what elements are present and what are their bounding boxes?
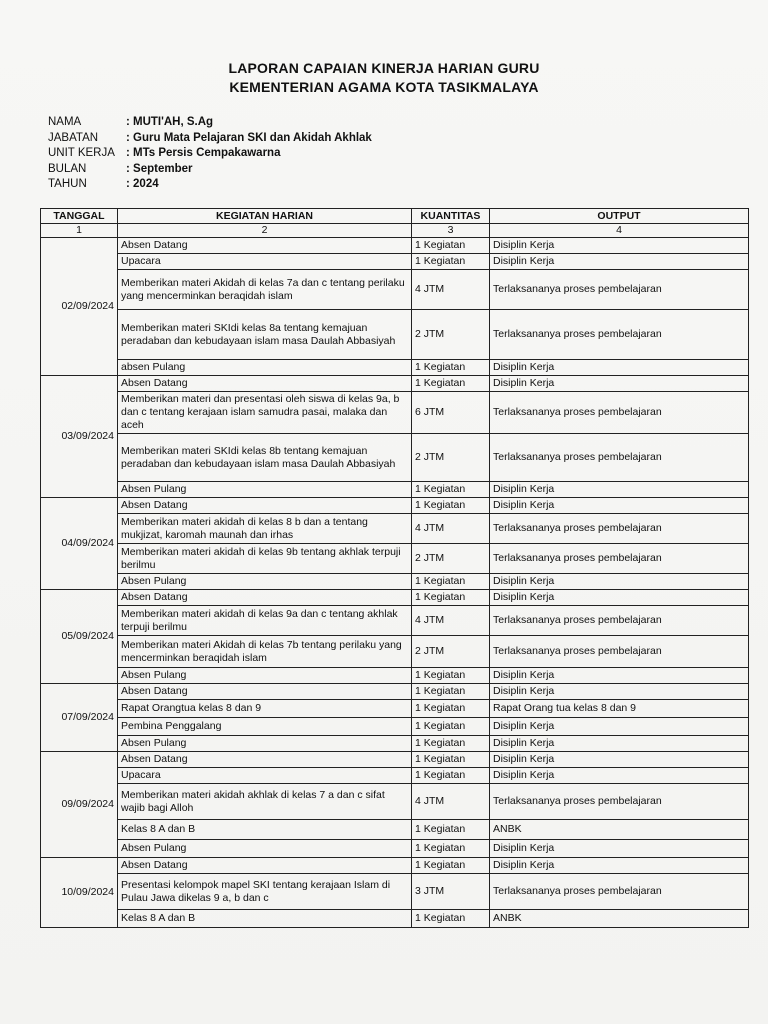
quantity-cell: 4 JTM (412, 514, 490, 544)
table-row (41, 752, 749, 768)
output-cell: Disiplin Kerja (490, 482, 749, 498)
activity-table (40, 208, 749, 928)
output-cell: ANBK (490, 910, 749, 928)
activity-cell: Memberikan materi Akidah di kelas 7b tentang perilaku yang mencerminkan beraqidah islam (118, 636, 412, 668)
activity-cell: Kelas 8 A dan B (118, 820, 412, 840)
activity-cell: Absen Datang (118, 498, 412, 514)
quantity-cell: 1 Kegiatan (412, 238, 490, 254)
activity-cell: Upacara (118, 768, 412, 784)
info-row-nama (48, 115, 372, 131)
date-cell: 10/09/2024 (41, 858, 118, 928)
output-cell: Terlaksananya proses pembelajaran (490, 270, 749, 310)
output-cell: Terlaksananya proses pembelajaran (490, 874, 749, 910)
info-label: BULAN (48, 162, 87, 175)
quantity-cell: 3 JTM (412, 874, 490, 910)
table-row (41, 498, 749, 514)
table-row (41, 910, 749, 928)
table-row (41, 700, 749, 718)
output-cell: Terlaksananya proses pembelajaran (490, 636, 749, 668)
date-cell: 04/09/2024 (41, 498, 118, 590)
info-value: : 2024 (126, 178, 159, 190)
date-cell: 03/09/2024 (41, 376, 118, 498)
activity-cell: Absen Pulang (118, 736, 412, 752)
activity-cell: Absen Pulang (118, 482, 412, 498)
table-row (41, 668, 749, 684)
output-cell: ANBK (490, 820, 749, 840)
quantity-cell: 4 JTM (412, 784, 490, 820)
table-row (41, 514, 749, 544)
table-row (41, 784, 749, 820)
info-label: JABATAN (48, 131, 99, 144)
header-kuantitas: KUANTITAS (412, 209, 490, 224)
output-cell: Disiplin Kerja (490, 684, 749, 700)
info-row-tahun (48, 177, 372, 193)
column-number-row (41, 224, 749, 238)
quantity-cell: 1 Kegiatan (412, 858, 490, 874)
table-row (41, 238, 749, 254)
activity-cell: Absen Datang (118, 684, 412, 700)
table-row (41, 482, 749, 498)
activity-cell: Absen Pulang (118, 668, 412, 684)
quantity-cell: 1 Kegiatan (412, 668, 490, 684)
activity-cell: Upacara (118, 254, 412, 270)
quantity-cell: 1 Kegiatan (412, 360, 490, 376)
activity-cell: absen Pulang (118, 360, 412, 376)
info-value: : MTs Persis Cempakawarna (126, 147, 281, 159)
activity-cell: Memberikan materi SKIdi kelas 8b tentang kemajuan peradaban dan kebudayaan islam masa Daulah Abbasiyah (118, 434, 412, 482)
quantity-cell: 1 Kegiatan (412, 590, 490, 606)
activity-cell: Memberikan materi SKIdi kelas 8a tentang kemajuan peradaban dan kebudayaan islam masa Daulah Abbasiyah (118, 310, 412, 360)
table-row (41, 254, 749, 270)
column-number: 4 (490, 224, 749, 238)
info-value: : Guru Mata Pelajaran SKI dan Akidah Akhlak (126, 131, 372, 144)
quantity-cell: 1 Kegiatan (412, 736, 490, 752)
output-cell: Terlaksananya proses pembelajaran (490, 514, 749, 544)
table-row (41, 392, 749, 434)
table-row (41, 718, 749, 736)
teacher-info (48, 115, 372, 193)
column-number: 3 (412, 224, 490, 238)
activity-cell: Pembina Penggalang (118, 718, 412, 736)
quantity-cell: 1 Kegiatan (412, 768, 490, 784)
info-label: UNIT KERJA (48, 147, 115, 159)
table-row (41, 574, 749, 590)
column-number: 1 (41, 224, 118, 238)
header-tanggal: TANGGAL (41, 209, 118, 224)
date-cell: 02/09/2024 (41, 238, 118, 376)
activity-cell: Memberikan materi Akidah di kelas 7a dan c tentang perilaku yang mencerminkan beraqidah islam (118, 270, 412, 310)
output-cell: Disiplin Kerja (490, 668, 749, 684)
activity-cell: Memberikan materi akidah di kelas 9b tentang akhlak terpuji berilmu (118, 544, 412, 574)
table-row (41, 684, 749, 700)
table-row (41, 606, 749, 636)
info-row-unit-kerja (48, 146, 372, 162)
info-label: NAMA (48, 116, 82, 128)
quantity-cell: 1 Kegiatan (412, 910, 490, 928)
output-cell: Disiplin Kerja (490, 736, 749, 752)
date-cell: 09/09/2024 (41, 752, 118, 858)
quantity-cell: 1 Kegiatan (412, 840, 490, 858)
quantity-cell: 2 JTM (412, 544, 490, 574)
quantity-cell: 1 Kegiatan (412, 718, 490, 736)
quantity-cell: 1 Kegiatan (412, 684, 490, 700)
activity-cell: Absen Datang (118, 590, 412, 606)
quantity-cell: 1 Kegiatan (412, 820, 490, 840)
date-cell: 05/09/2024 (41, 590, 118, 684)
info-value: : MUTI'AH, S.Ag (126, 116, 214, 128)
activity-cell: Absen Datang (118, 858, 412, 874)
quantity-cell: 2 JTM (412, 310, 490, 360)
table-row (41, 376, 749, 392)
info-row-bulan (48, 162, 372, 178)
header-output: OUTPUT (490, 209, 749, 224)
output-cell: Disiplin Kerja (490, 498, 749, 514)
activity-cell: Kelas 8 A dan B (118, 910, 412, 928)
activity-cell: Memberikan materi akidah di kelas 9a dan c tentang akhlak terpuji berilmu (118, 606, 412, 636)
output-cell: Terlaksananya proses pembelajaran (490, 606, 749, 636)
table-row (41, 310, 749, 360)
activity-cell: Rapat Orangtua kelas 8 dan 9 (118, 700, 412, 718)
table-row (41, 768, 749, 784)
table-row (41, 270, 749, 310)
table-row (41, 820, 749, 840)
activity-cell: Presentasi kelompok mapel SKI tentang kerajaan Islam di Pulau Jawa dikelas 9 a, b dan c (118, 874, 412, 910)
quantity-cell: 1 Kegiatan (412, 254, 490, 270)
output-cell: Disiplin Kerja (490, 858, 749, 874)
table-row (41, 636, 749, 668)
quantity-cell: 1 Kegiatan (412, 752, 490, 768)
output-cell: Disiplin Kerja (490, 718, 749, 736)
output-cell: Disiplin Kerja (490, 376, 749, 392)
quantity-cell: 6 JTM (412, 392, 490, 434)
column-number: 2 (118, 224, 412, 238)
activity-cell: Absen Pulang (118, 574, 412, 590)
report-subtitle: KEMENTERIAN AGAMA KOTA TASIKMALAYA (229, 79, 539, 95)
table-row (41, 736, 749, 752)
output-cell: Rapat Orang tua kelas 8 dan 9 (490, 700, 749, 718)
table-body (41, 238, 749, 928)
activity-cell: Absen Datang (118, 238, 412, 254)
quantity-cell: 1 Kegiatan (412, 498, 490, 514)
table-row (41, 874, 749, 910)
output-cell: Terlaksananya proses pembelajaran (490, 392, 749, 434)
quantity-cell: 2 JTM (412, 434, 490, 482)
output-cell: Terlaksananya proses pembelajaran (490, 434, 749, 482)
quantity-cell: 1 Kegiatan (412, 700, 490, 718)
info-label: TAHUN (48, 178, 87, 190)
quantity-cell: 4 JTM (412, 606, 490, 636)
output-cell: Terlaksananya proses pembelajaran (490, 544, 749, 574)
table-row (41, 840, 749, 858)
output-cell: Disiplin Kerja (490, 752, 749, 768)
quantity-cell: 4 JTM (412, 270, 490, 310)
output-cell: Disiplin Kerja (490, 574, 749, 590)
output-cell: Disiplin Kerja (490, 590, 749, 606)
table-row (41, 434, 749, 482)
activity-cell: Absen Datang (118, 376, 412, 392)
output-cell: Disiplin Kerja (490, 238, 749, 254)
output-cell: Disiplin Kerja (490, 840, 749, 858)
table-header-row (41, 209, 749, 224)
activity-cell: Memberikan materi akidah akhlak di kelas 7 a dan c sifat wajib bagi Alloh (118, 784, 412, 820)
output-cell: Disiplin Kerja (490, 254, 749, 270)
output-cell: Terlaksananya proses pembelajaran (490, 310, 749, 360)
report-title: LAPORAN CAPAIAN KINERJA HARIAN GURU (228, 60, 540, 76)
activity-cell: Memberikan materi dan presentasi oleh siswa di kelas 9a, b dan c tentang kerajaan islam samudra pasai, malaka dan aceh (118, 392, 412, 434)
table-row (41, 590, 749, 606)
quantity-cell: 1 Kegiatan (412, 574, 490, 590)
quantity-cell: 1 Kegiatan (412, 376, 490, 392)
output-cell: Disiplin Kerja (490, 360, 749, 376)
header-kegiatan: KEGIATAN HARIAN (118, 209, 412, 224)
activity-cell: Absen Datang (118, 752, 412, 768)
output-cell: Terlaksananya proses pembelajaran (490, 784, 749, 820)
table-row (41, 544, 749, 574)
table-row (41, 858, 749, 874)
info-row-jabatan (48, 131, 372, 147)
date-cell: 07/09/2024 (41, 684, 118, 752)
activity-cell: Absen Pulang (118, 840, 412, 858)
quantity-cell: 2 JTM (412, 636, 490, 668)
table-row (41, 360, 749, 376)
activity-cell: Memberikan materi akidah di kelas 8 b dan a tentang mukjizat, karomah maunah dan irhas (118, 514, 412, 544)
info-value: : September (126, 162, 193, 175)
output-cell: Disiplin Kerja (490, 768, 749, 784)
quantity-cell: 1 Kegiatan (412, 482, 490, 498)
